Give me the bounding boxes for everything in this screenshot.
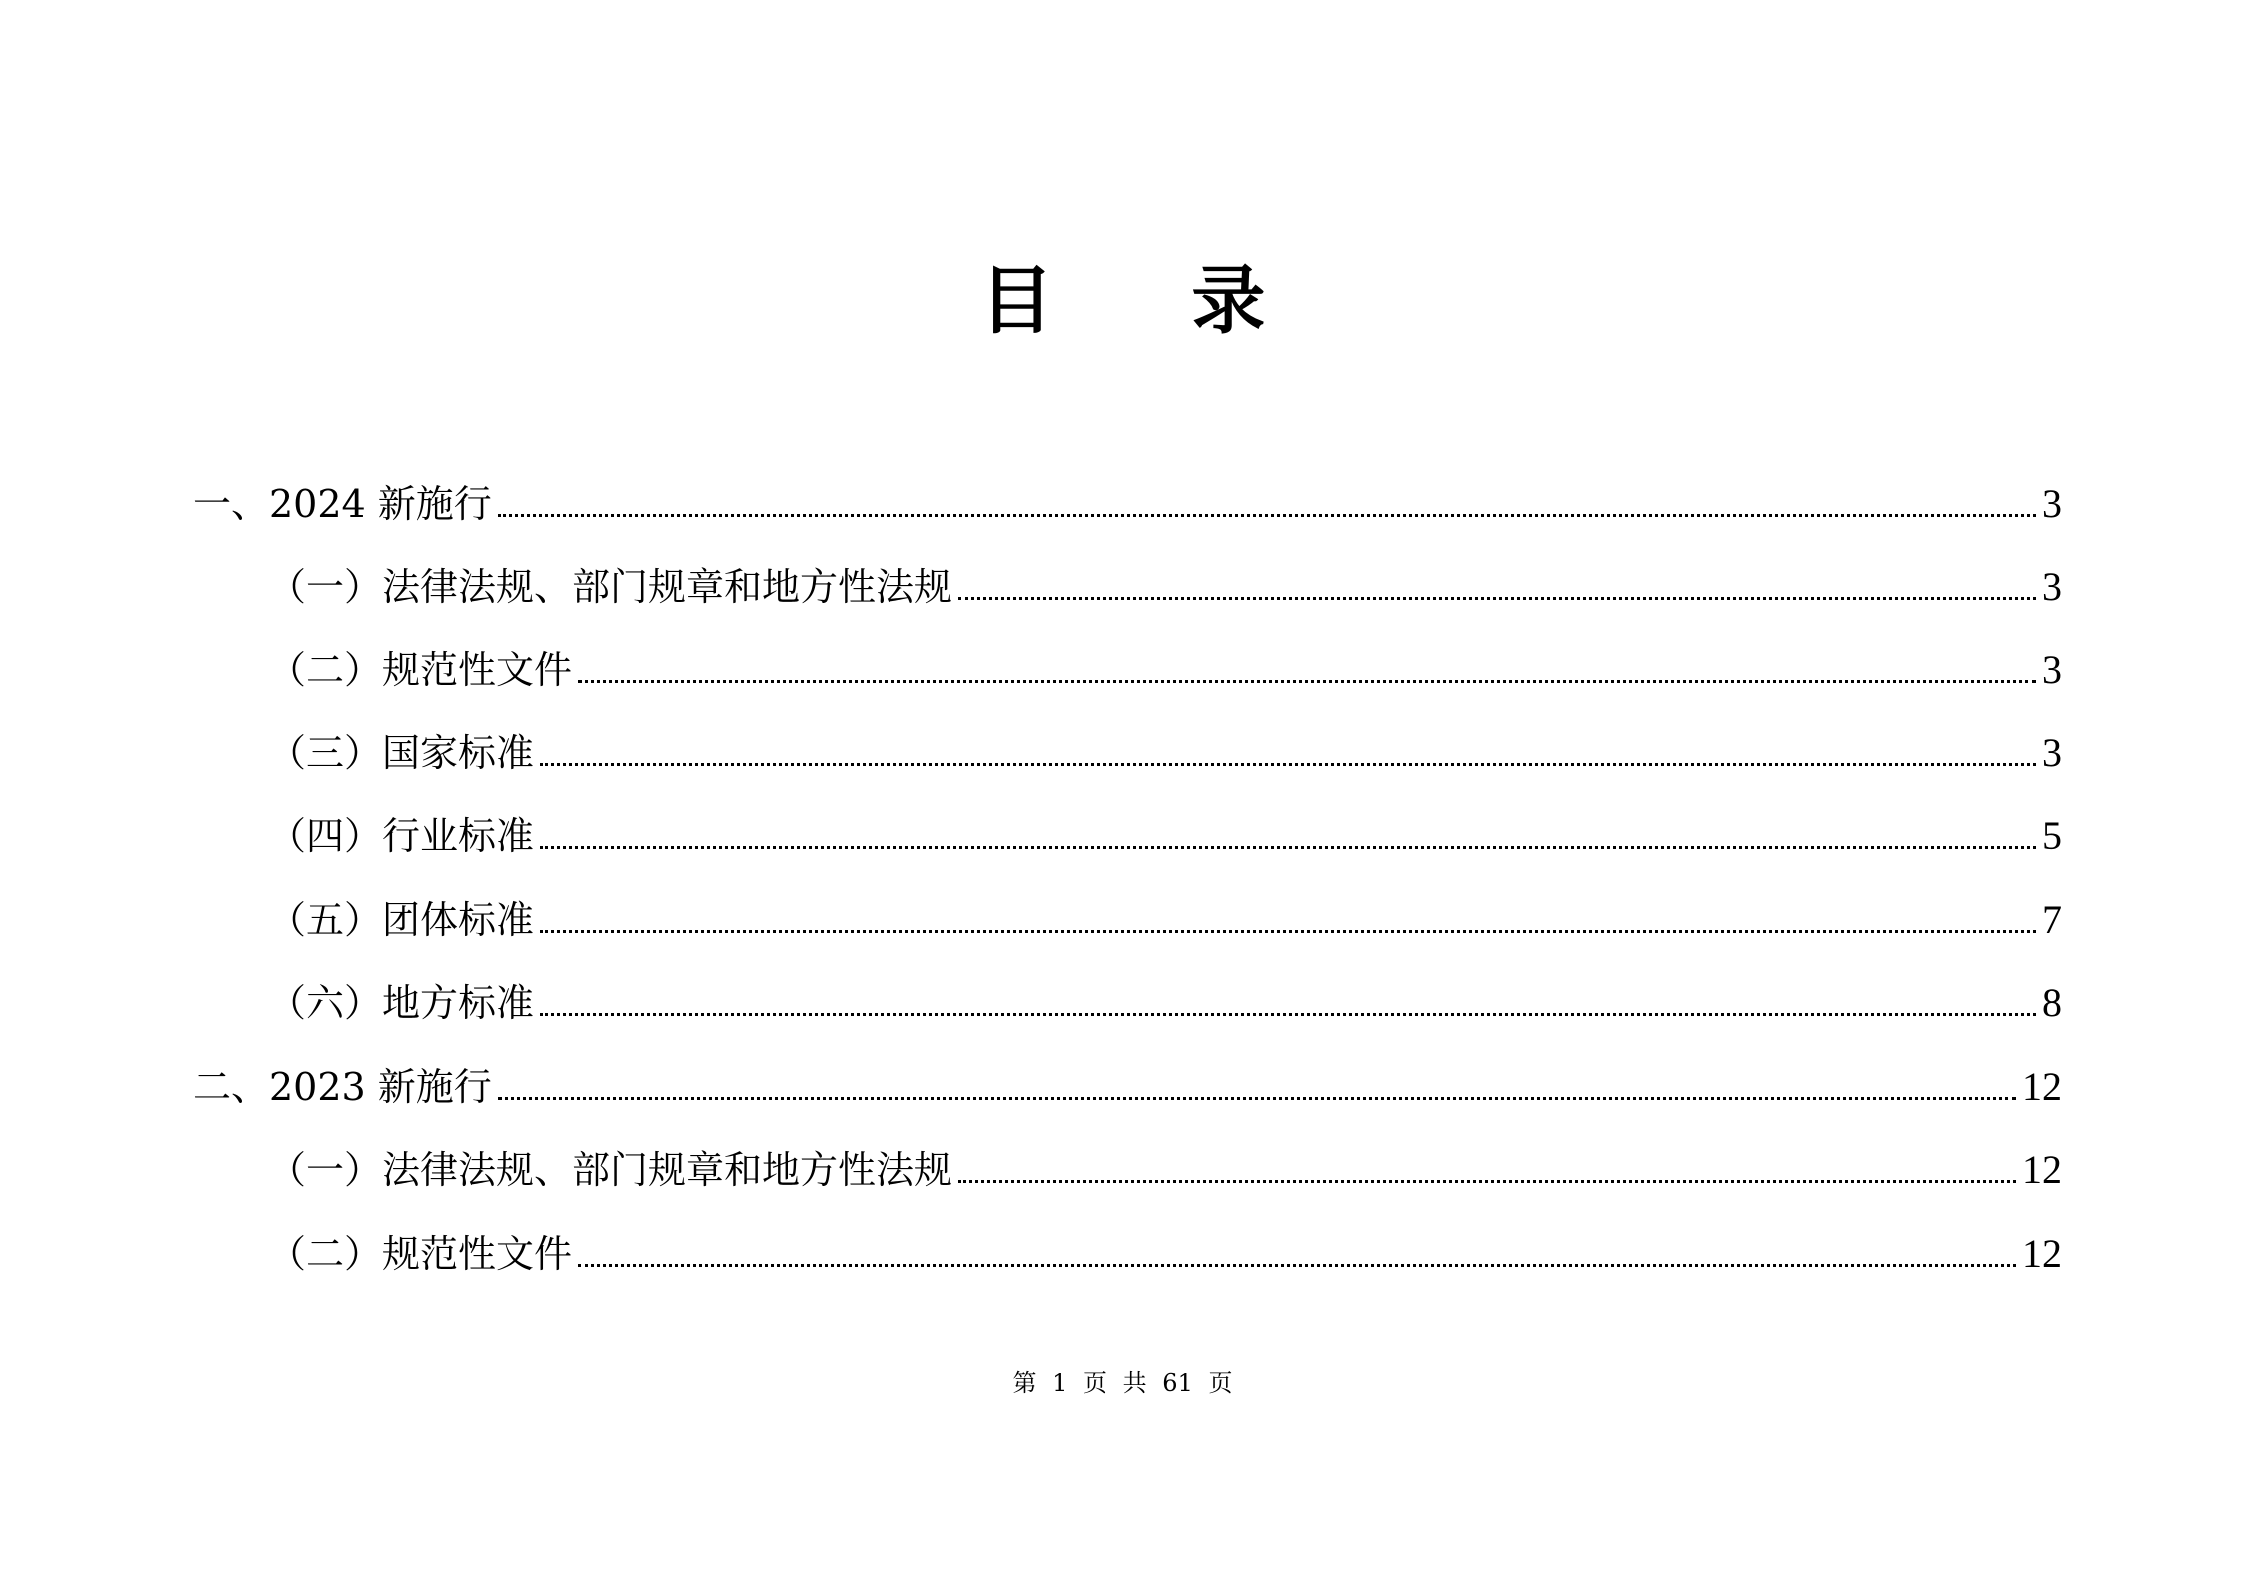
toc-entry-label: （一）法律法规、部门规章和地方性法规 [268,1148,953,1192]
toc-page-number: 3 [2042,647,2062,692]
toc-page-number: 12 [2022,1147,2062,1192]
toc-page-number: 7 [2042,897,2062,942]
toc-page-number: 3 [2042,730,2062,775]
toc-entry-label: （二）规范性文件 [268,1232,573,1276]
toc-page-number: 12 [2022,1064,2062,1109]
page-number-footer: 第 1 页 共 61 页 [1012,1369,1233,1397]
toc-entry[interactable] [193,1049,2062,1109]
toc-entry-label: （四）行业标准 [268,814,535,858]
toc-leader-dots [540,930,2036,933]
page-title: 目 录 [979,258,1322,344]
toc-entry-label: （五）团体标准 [268,898,535,942]
toc-entry[interactable] [268,798,2062,858]
toc-page-number: 12 [2022,1231,2062,1276]
toc-leader-dots [578,1264,2016,1267]
toc-entry[interactable] [268,1216,2062,1276]
toc-page-number: 8 [2042,980,2062,1025]
toc-entry-label: （一）法律法规、部门规章和地方性法规 [268,565,953,609]
toc-leader-dots [540,763,2036,766]
toc-entry[interactable] [268,632,2062,692]
toc-entry[interactable] [193,466,2062,526]
toc-page-number: 3 [2042,481,2062,526]
toc-leader-dots [540,846,2036,849]
toc-leader-dots [578,680,2036,683]
toc-leader-dots [498,514,2036,517]
toc-page-number: 3 [2042,564,2062,609]
toc-entry-label: （二）规范性文件 [268,648,573,692]
toc-entry[interactable] [268,549,2062,609]
toc-entry[interactable] [268,965,2062,1025]
toc-entry[interactable] [268,1132,2062,1192]
toc-entry-label: （三）国家标准 [268,731,535,775]
toc-entry-label: （六）地方标准 [268,981,535,1025]
toc-leader-dots [958,597,2036,600]
toc-leader-dots [498,1097,2016,1100]
toc-entry-label: 一、2024 新施行 [193,482,492,526]
toc-entry-label: 二、2023 新施行 [193,1065,492,1109]
toc-page-number: 5 [2042,813,2062,858]
toc-leader-dots [958,1180,2016,1183]
toc-entry[interactable] [268,715,2062,775]
toc-entry[interactable] [268,882,2062,942]
page-footer [0,1368,2245,1398]
toc-leader-dots [540,1013,2036,1016]
